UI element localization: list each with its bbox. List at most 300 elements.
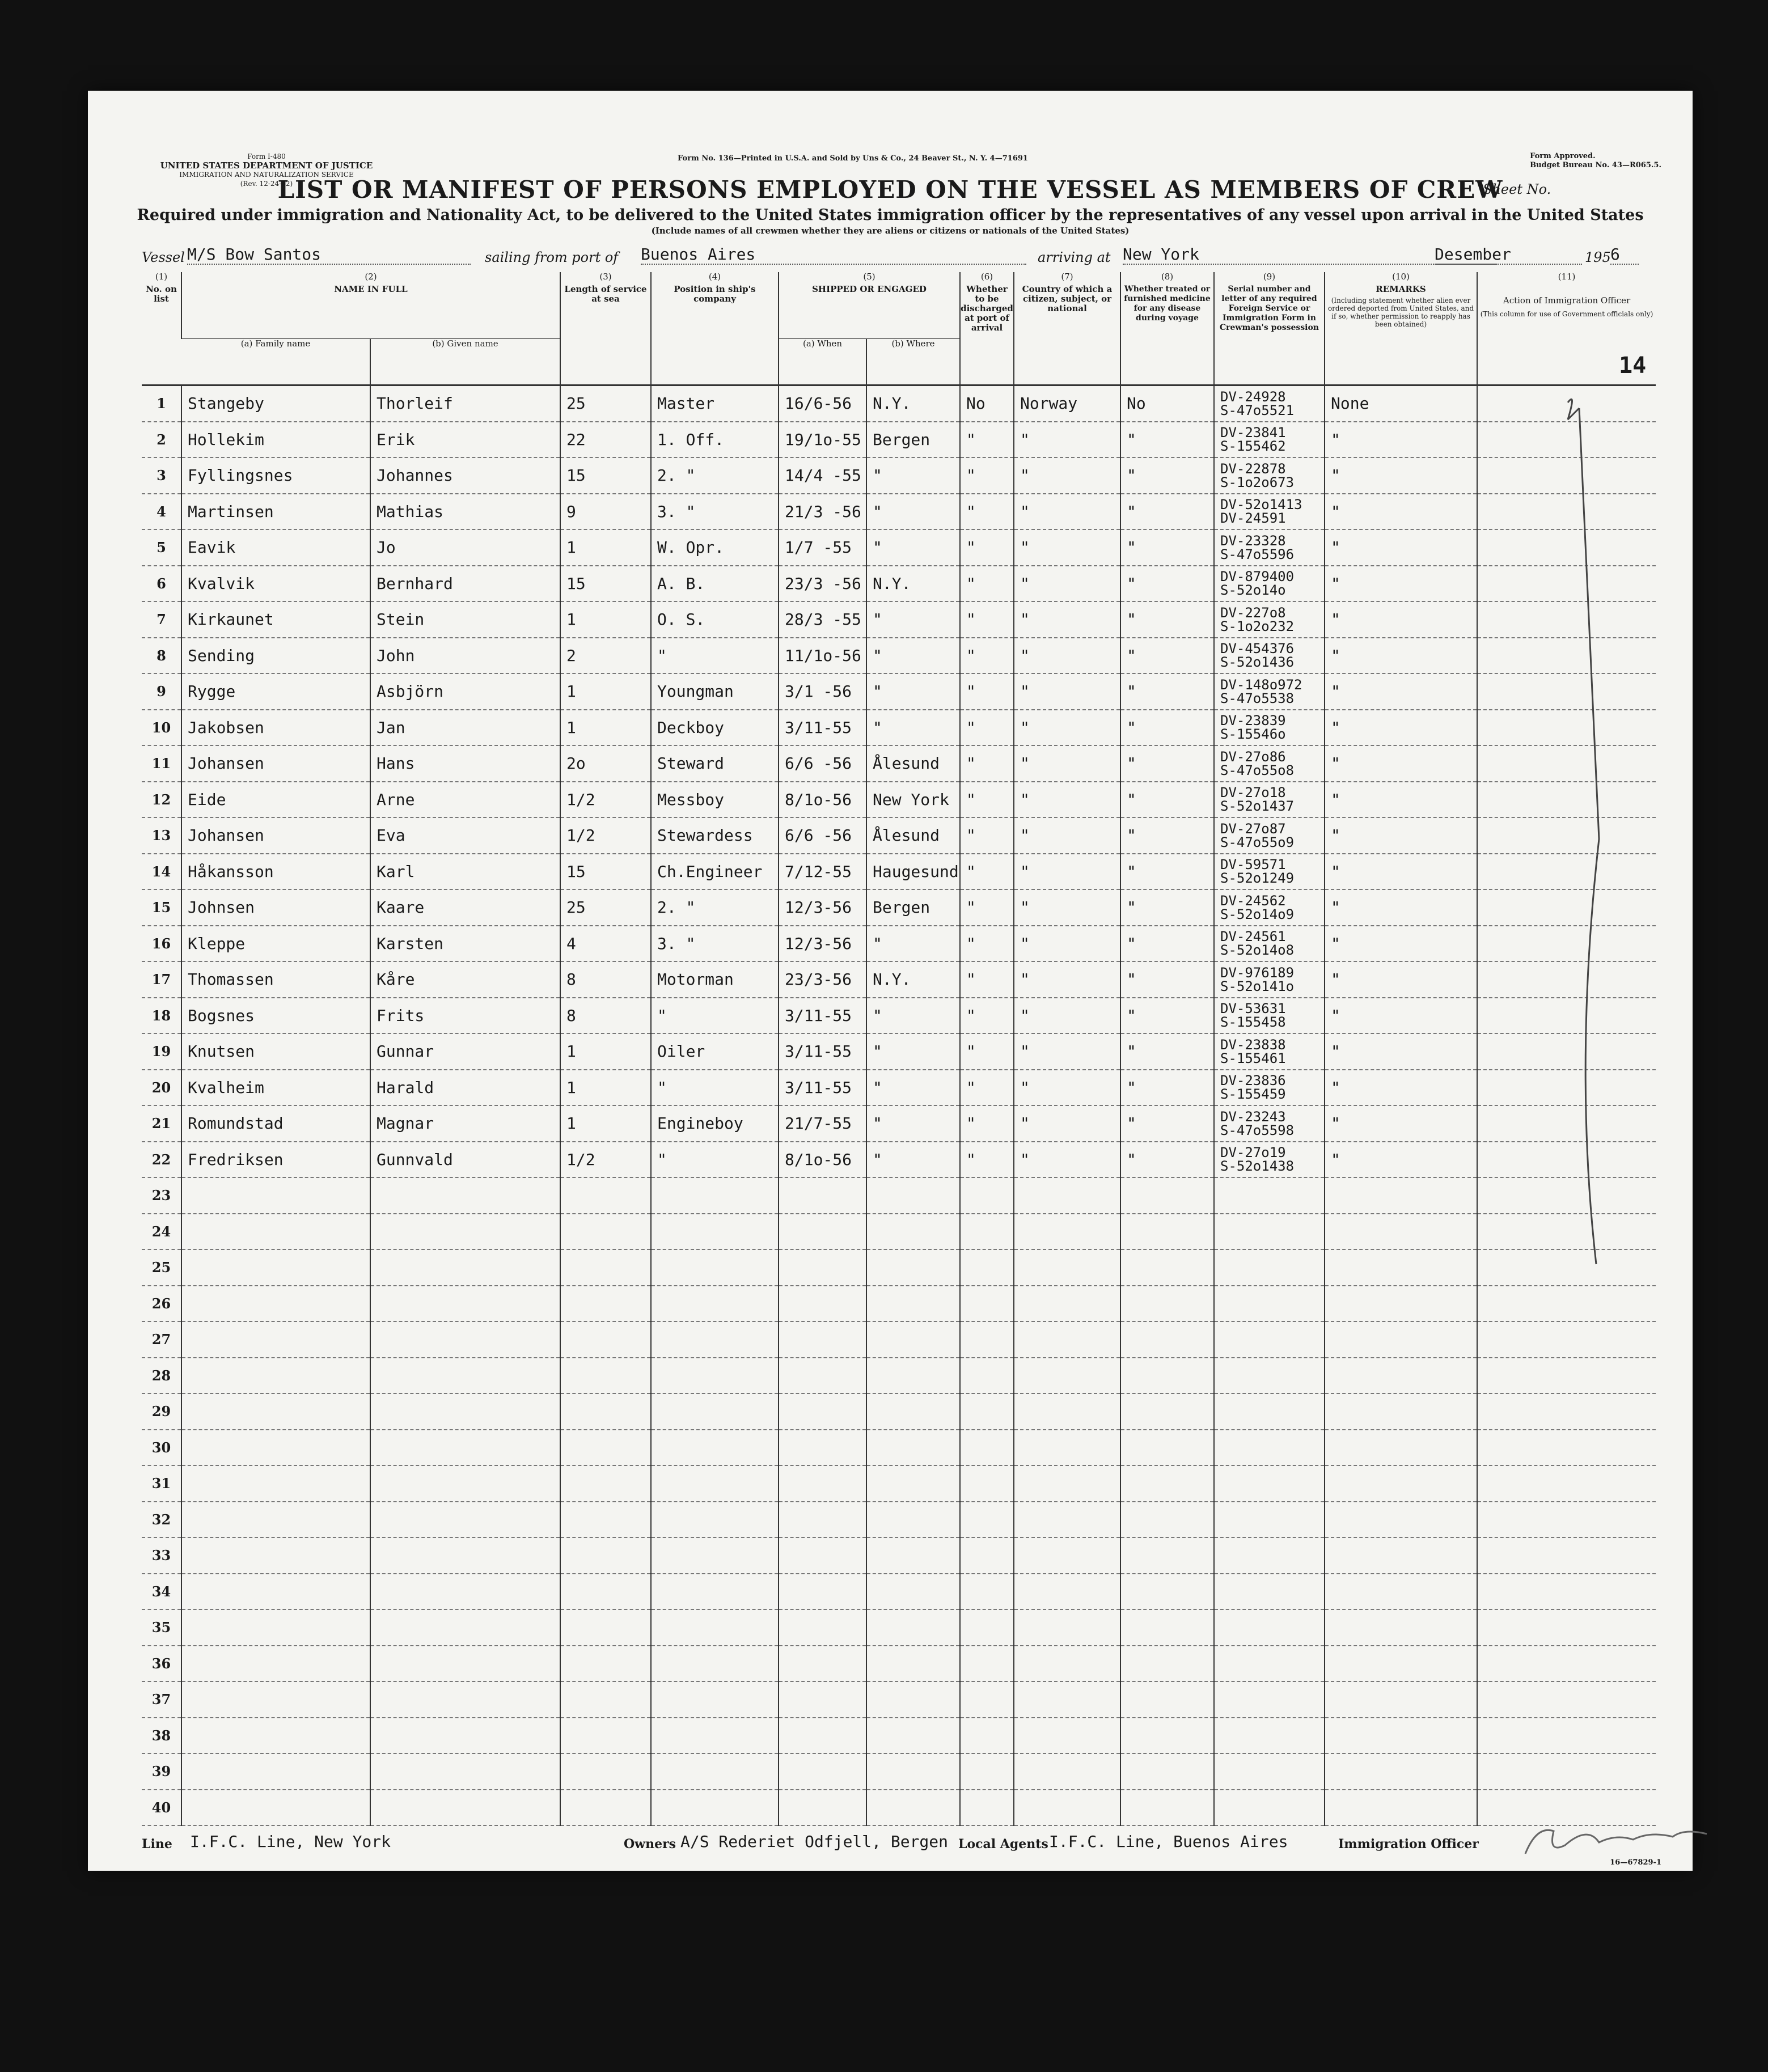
cell-country: "	[1014, 422, 1120, 458]
cell-country: "	[1014, 601, 1120, 638]
cell-when	[779, 1574, 866, 1610]
table-row	[142, 1646, 1656, 1682]
serial-number-cell	[1214, 817, 1325, 854]
cell-pos: Engineboy	[651, 1105, 779, 1142]
cell-remarks: "	[1325, 638, 1477, 674]
cell-given: Kaare	[370, 889, 560, 926]
table-row	[142, 1214, 1656, 1250]
cell-len	[560, 1790, 651, 1826]
cell-where	[866, 1177, 960, 1214]
cell-treated	[1120, 1537, 1214, 1574]
col-num-11: (11)	[1477, 272, 1656, 285]
cell-when	[779, 1177, 866, 1214]
action-cell	[1477, 1430, 1656, 1466]
cell-disc: "	[960, 566, 1014, 602]
cell-given	[370, 1465, 560, 1502]
cell-country: "	[1014, 457, 1120, 494]
cell-pos: Steward	[651, 745, 779, 782]
cell-treated: "	[1120, 529, 1214, 566]
row-number: 24	[142, 1214, 181, 1250]
cell-pos: Ch.Engineer	[651, 854, 779, 890]
manifest-sheet	[88, 91, 1693, 1871]
row-number: 22	[142, 1142, 181, 1178]
row-number: 9	[142, 673, 181, 710]
cell-pos	[651, 1753, 779, 1790]
cell-treated	[1120, 1609, 1214, 1646]
row-number: 34	[142, 1574, 181, 1610]
cell-given	[370, 1574, 560, 1610]
col-header-when: (a) When	[779, 339, 866, 385]
cell-disc	[960, 1249, 1014, 1286]
cell-remarks	[1325, 1249, 1477, 1286]
cell-disc: "	[960, 961, 1014, 998]
row-number: 12	[142, 782, 181, 818]
cell-remarks: "	[1325, 1142, 1477, 1178]
cell-len: 22	[560, 422, 651, 458]
cell-when: 3/11-55	[779, 710, 866, 746]
cell-remarks: "	[1325, 889, 1477, 926]
cell-where	[866, 1718, 960, 1754]
cell-treated	[1120, 1430, 1214, 1466]
cell-when	[779, 1537, 866, 1574]
cell-len	[560, 1646, 651, 1682]
cell-remarks	[1325, 1537, 1477, 1574]
table-row	[142, 1574, 1656, 1610]
arriving-at-label: arriving at	[1038, 249, 1111, 265]
serial-dv: DV-24562	[1220, 892, 1286, 909]
cell-when: 1/7 -55	[779, 529, 866, 566]
serial-s: S-47o55o8	[1220, 762, 1295, 778]
table-row	[142, 1790, 1656, 1826]
cell-when	[779, 1681, 866, 1718]
row-number: 37	[142, 1681, 181, 1718]
cell-treated: "	[1120, 854, 1214, 890]
remarks-note: (Including statement whether alien ever ordered deported from United States, and if so, whether permission to reapply has been obtained)	[1327, 296, 1474, 328]
cell-country: "	[1014, 566, 1120, 602]
cell-when	[779, 1718, 866, 1754]
cell-treated: "	[1120, 494, 1214, 530]
cell-country: "	[1014, 961, 1120, 998]
cell-country	[1014, 1430, 1120, 1466]
serial-number-cell	[1214, 1393, 1325, 1430]
cell-pos: 3. "	[651, 494, 779, 530]
cell-family	[181, 1753, 370, 1790]
cell-given: Erik	[370, 422, 560, 458]
cell-family: Stangeby	[181, 385, 370, 422]
cell-where: "	[866, 529, 960, 566]
cell-remarks	[1325, 1321, 1477, 1358]
col-header-discharged: Whether to be discharged at port of arrival	[960, 285, 1014, 385]
serial-number-cell	[1214, 745, 1325, 782]
serial-dv: DV-879400	[1220, 569, 1295, 585]
serial-s: S-52o1436	[1220, 654, 1295, 671]
cell-family: Thomassen	[181, 961, 370, 998]
cell-where	[866, 1249, 960, 1286]
cell-when	[779, 1249, 866, 1286]
cell-given: Arne	[370, 782, 560, 818]
cell-pos: "	[651, 1070, 779, 1106]
row-number: 40	[142, 1790, 181, 1826]
cell-pos: "	[651, 638, 779, 674]
serial-dv: DV-27o87	[1220, 820, 1286, 837]
col-header-remarks	[1325, 285, 1477, 385]
cell-family: Hollekim	[181, 422, 370, 458]
arrival-month: Desember	[1435, 245, 1582, 265]
cell-treated	[1120, 1214, 1214, 1250]
col-num-1: (1)	[155, 272, 168, 282]
cell-family: Jakobsen	[181, 710, 370, 746]
cell-remarks	[1325, 1286, 1477, 1322]
cell-where: "	[866, 1033, 960, 1070]
cell-disc: "	[960, 1033, 1014, 1070]
serial-dv: DV-976189	[1220, 964, 1295, 981]
cell-country	[1014, 1249, 1120, 1286]
cell-treated: "	[1120, 601, 1214, 638]
action-cell	[1477, 1393, 1656, 1430]
col-num-8: (8)	[1120, 272, 1214, 285]
cell-country	[1014, 1790, 1120, 1826]
crew-table	[142, 272, 1656, 1826]
cell-remarks: "	[1325, 422, 1477, 458]
cell-treated: "	[1120, 1105, 1214, 1142]
row-number: 6	[142, 566, 181, 602]
cell-given	[370, 1609, 560, 1646]
cell-when: 16/6-56	[779, 385, 866, 422]
action-cell	[1477, 1681, 1656, 1718]
col-header-shipped-or-engaged: SHIPPED OR ENGAGED	[779, 285, 960, 339]
col-num-6: (6)	[960, 272, 1014, 285]
action-cell	[1477, 1465, 1656, 1502]
arrival-year-prefix: 195	[1585, 249, 1611, 265]
table-row	[142, 1033, 1656, 1070]
cell-family: Kirkaunet	[181, 601, 370, 638]
row-number: 31	[142, 1465, 181, 1502]
cell-given	[370, 1393, 560, 1430]
cell-len: 1	[560, 601, 651, 638]
cell-given: Kåre	[370, 961, 560, 998]
serial-number-cell	[1214, 998, 1325, 1034]
serial-s: S-52o1437	[1220, 798, 1295, 815]
table-row	[142, 961, 1656, 998]
owners-value: A/S Rederiet Odfjell, Bergen	[680, 1832, 949, 1851]
cell-treated	[1120, 1646, 1214, 1682]
serial-number-cell	[1214, 494, 1325, 530]
cell-len: 15	[560, 854, 651, 890]
cell-disc	[960, 1502, 1014, 1538]
serial-number-cell	[1214, 1321, 1325, 1358]
cell-when: 3/11-55	[779, 1033, 866, 1070]
cell-disc	[960, 1214, 1014, 1250]
cell-when	[779, 1214, 866, 1250]
row-number: 11	[142, 745, 181, 782]
cell-given: Thorleif	[370, 385, 560, 422]
cell-disc: "	[960, 745, 1014, 782]
cell-given	[370, 1177, 560, 1214]
cell-country	[1014, 1393, 1120, 1430]
action-cell	[1477, 1286, 1656, 1322]
cell-pos	[651, 1465, 779, 1502]
serial-dv: DV-27o19	[1220, 1145, 1286, 1161]
cell-when: 8/1o-56	[779, 1142, 866, 1178]
cell-treated: "	[1120, 457, 1214, 494]
table-row	[142, 1177, 1656, 1214]
cell-family: Håkansson	[181, 854, 370, 890]
cell-when: 19/1o-55	[779, 422, 866, 458]
serial-s: S-1o2o673	[1220, 474, 1295, 490]
cell-where: "	[866, 926, 960, 962]
cell-pos	[651, 1790, 779, 1826]
row-number: 18	[142, 998, 181, 1034]
cell-when: 3/11-55	[779, 1070, 866, 1106]
cell-disc	[960, 1537, 1014, 1574]
row-number: 7	[142, 601, 181, 638]
row-number: 25	[142, 1249, 181, 1286]
cell-remarks: "	[1325, 1105, 1477, 1142]
cell-family: Sending	[181, 638, 370, 674]
service-name: IMMIGRATION AND NATURALIZATION SERVICE	[179, 171, 354, 179]
cell-country	[1014, 1358, 1120, 1394]
cell-family	[181, 1214, 370, 1250]
cell-when: 12/3-56	[779, 889, 866, 926]
row-number: 27	[142, 1321, 181, 1358]
cell-given: Magnar	[370, 1105, 560, 1142]
col-header-serial-number: Serial number and letter of any required Foreign Service or Immigration Form in Crewman's possession	[1214, 285, 1325, 385]
action-cell	[1477, 1321, 1656, 1358]
cell-when: 12/3-56	[779, 926, 866, 962]
row-number: 33	[142, 1537, 181, 1574]
cell-remarks	[1325, 1681, 1477, 1718]
serial-number-cell	[1214, 1646, 1325, 1682]
serial-number-cell	[1214, 1430, 1325, 1466]
page-title: LIST OR MANIFEST OF PERSONS EMPLOYED ON THE VESSEL AS MEMBERS OF CREW	[277, 176, 1503, 204]
cell-where	[866, 1753, 960, 1790]
serial-dv: DV-23328	[1220, 532, 1286, 549]
table-row	[142, 1681, 1656, 1718]
cell-treated: "	[1120, 889, 1214, 926]
cell-when	[779, 1609, 866, 1646]
col-num-5: (5)	[779, 272, 960, 285]
cell-remarks: None	[1325, 385, 1477, 422]
cell-len	[560, 1574, 651, 1610]
serial-number-cell	[1214, 854, 1325, 890]
cell-disc: "	[960, 889, 1014, 926]
cell-remarks: "	[1325, 673, 1477, 710]
col-header-where: (b) Where	[866, 339, 960, 385]
cell-where: Ålesund	[866, 817, 960, 854]
cell-country	[1014, 1502, 1120, 1538]
cell-disc: "	[960, 457, 1014, 494]
cell-given: Harald	[370, 1070, 560, 1106]
row-number: 30	[142, 1430, 181, 1466]
cell-treated: "	[1120, 566, 1214, 602]
action-title: Action of Immigration Officer	[1503, 295, 1631, 306]
serial-dv: DV-24561	[1220, 929, 1286, 945]
serial-s: S-52o14o8	[1220, 942, 1295, 959]
cell-disc: No	[960, 385, 1014, 422]
serial-s: S-52o1249	[1220, 870, 1295, 887]
cell-pos	[651, 1718, 779, 1754]
cell-where	[866, 1574, 960, 1610]
cell-family: Kleppe	[181, 926, 370, 962]
table-row	[142, 1609, 1656, 1646]
cell-family: Knutsen	[181, 1033, 370, 1070]
cell-family: Fredriksen	[181, 1142, 370, 1178]
serial-dv: DV-23836	[1220, 1073, 1286, 1089]
cell-treated	[1120, 1753, 1214, 1790]
table-row	[142, 422, 1656, 458]
action-cell	[1477, 1718, 1656, 1754]
serial-number-cell	[1214, 1681, 1325, 1718]
serial-dv: DV-27o86	[1220, 748, 1286, 765]
cell-when: 3/1 -56	[779, 673, 866, 710]
row-number: 26	[142, 1286, 181, 1322]
cell-when: 8/1o-56	[779, 782, 866, 818]
cell-len	[560, 1681, 651, 1718]
cell-len: 1/2	[560, 1142, 651, 1178]
serial-number-cell	[1214, 1177, 1325, 1214]
budget-bureau-number: Budget Bureau No. 43—R065.5.	[1530, 161, 1661, 170]
cell-where	[866, 1214, 960, 1250]
table-row	[142, 817, 1656, 854]
cell-country	[1014, 1465, 1120, 1502]
serial-number-cell	[1214, 710, 1325, 746]
cell-family	[181, 1393, 370, 1430]
table-row	[142, 1465, 1656, 1502]
cell-len: 25	[560, 385, 651, 422]
cell-country: "	[1014, 745, 1120, 782]
cell-where: Haugesund	[866, 854, 960, 890]
arriving-at-port: New York	[1123, 245, 1497, 265]
cell-where	[866, 1537, 960, 1574]
cell-given: Frits	[370, 998, 560, 1034]
footer	[142, 1825, 1656, 1859]
row-number: 17	[142, 961, 181, 998]
serial-number-cell	[1214, 566, 1325, 602]
cell-disc: "	[960, 710, 1014, 746]
cell-where: "	[866, 494, 960, 530]
cell-pos	[651, 1609, 779, 1646]
cell-country: "	[1014, 710, 1120, 746]
cell-where: "	[866, 457, 960, 494]
cell-when: 28/3 -55	[779, 601, 866, 638]
cell-where	[866, 1393, 960, 1430]
cell-remarks: "	[1325, 782, 1477, 818]
table-row	[142, 1393, 1656, 1430]
serial-number-cell	[1214, 1609, 1325, 1646]
serial-number-cell	[1214, 889, 1325, 926]
remarks-title: REMARKS	[1376, 284, 1426, 294]
cell-remarks: "	[1325, 457, 1477, 494]
table-row	[142, 710, 1656, 746]
cell-disc: "	[960, 1142, 1014, 1178]
cell-pos	[651, 1574, 779, 1610]
cell-disc	[960, 1609, 1014, 1646]
cell-family	[181, 1681, 370, 1718]
serial-s: S-47o55o9	[1220, 834, 1295, 850]
cell-family: Rygge	[181, 673, 370, 710]
cell-remarks: "	[1325, 1070, 1477, 1106]
cell-pos	[651, 1537, 779, 1574]
cell-country	[1014, 1574, 1120, 1610]
table-row	[142, 529, 1656, 566]
table-row	[142, 782, 1656, 818]
cell-remarks: "	[1325, 817, 1477, 854]
cell-where: "	[866, 1105, 960, 1142]
row-number: 14	[142, 854, 181, 890]
cell-treated: "	[1120, 817, 1214, 854]
cell-family	[181, 1249, 370, 1286]
cell-when: 6/6 -56	[779, 745, 866, 782]
sheet-number-label: Sheet No.	[1483, 181, 1551, 197]
cell-remarks: "	[1325, 494, 1477, 530]
col-header-length-of-service: Length of service at sea	[560, 285, 651, 385]
cell-disc	[960, 1177, 1014, 1214]
cell-treated: "	[1120, 422, 1214, 458]
cell-remarks: "	[1325, 710, 1477, 746]
serial-number-cell	[1214, 1214, 1325, 1250]
cell-len: 9	[560, 494, 651, 530]
serial-number-cell	[1214, 1537, 1325, 1574]
serial-number-cell	[1214, 1249, 1325, 1286]
cell-pos	[651, 1393, 779, 1430]
serial-s: S-1o2o232	[1220, 618, 1295, 634]
cell-disc	[960, 1321, 1014, 1358]
cell-when: 21/7-55	[779, 1105, 866, 1142]
cell-len	[560, 1358, 651, 1394]
page-number: 14	[1619, 353, 1647, 379]
col-num-7: (7)	[1014, 272, 1120, 285]
cell-len: 8	[560, 998, 651, 1034]
cell-where: N.Y.	[866, 385, 960, 422]
cell-country	[1014, 1753, 1120, 1790]
cell-country: "	[1014, 854, 1120, 890]
cell-len	[560, 1753, 651, 1790]
cell-where	[866, 1321, 960, 1358]
sailing-from-port: Buenos Aires	[641, 245, 1026, 265]
cell-country: "	[1014, 926, 1120, 962]
table-row	[142, 385, 1656, 422]
serial-number-cell	[1214, 1790, 1325, 1826]
cell-pos	[651, 1681, 779, 1718]
row-number: 1	[142, 385, 181, 422]
cell-where: Bergen	[866, 889, 960, 926]
cell-disc: "	[960, 998, 1014, 1034]
serial-s: S-47o5521	[1220, 402, 1295, 418]
cell-country	[1014, 1214, 1120, 1250]
cell-len: 1/2	[560, 782, 651, 818]
cell-when: 3/11-55	[779, 998, 866, 1034]
cell-country: "	[1014, 1070, 1120, 1106]
serial-s: S-47o5598	[1220, 1122, 1295, 1138]
cell-remarks: "	[1325, 745, 1477, 782]
cell-remarks: "	[1325, 961, 1477, 998]
cell-country	[1014, 1321, 1120, 1358]
cell-given: John	[370, 638, 560, 674]
cell-pos	[651, 1286, 779, 1322]
cell-family: Romundstad	[181, 1105, 370, 1142]
cell-len: 2	[560, 638, 651, 674]
cell-pos: Messboy	[651, 782, 779, 818]
serial-s: S-47o5538	[1220, 690, 1295, 706]
row-number: 2	[142, 422, 181, 458]
cell-remarks	[1325, 1465, 1477, 1502]
vessel-line	[142, 243, 1656, 268]
cell-pos: Oiler	[651, 1033, 779, 1070]
cell-given	[370, 1321, 560, 1358]
serial-number-cell	[1214, 1033, 1325, 1070]
cell-pos: A. B.	[651, 566, 779, 602]
vessel-label: Vessel	[142, 249, 185, 265]
